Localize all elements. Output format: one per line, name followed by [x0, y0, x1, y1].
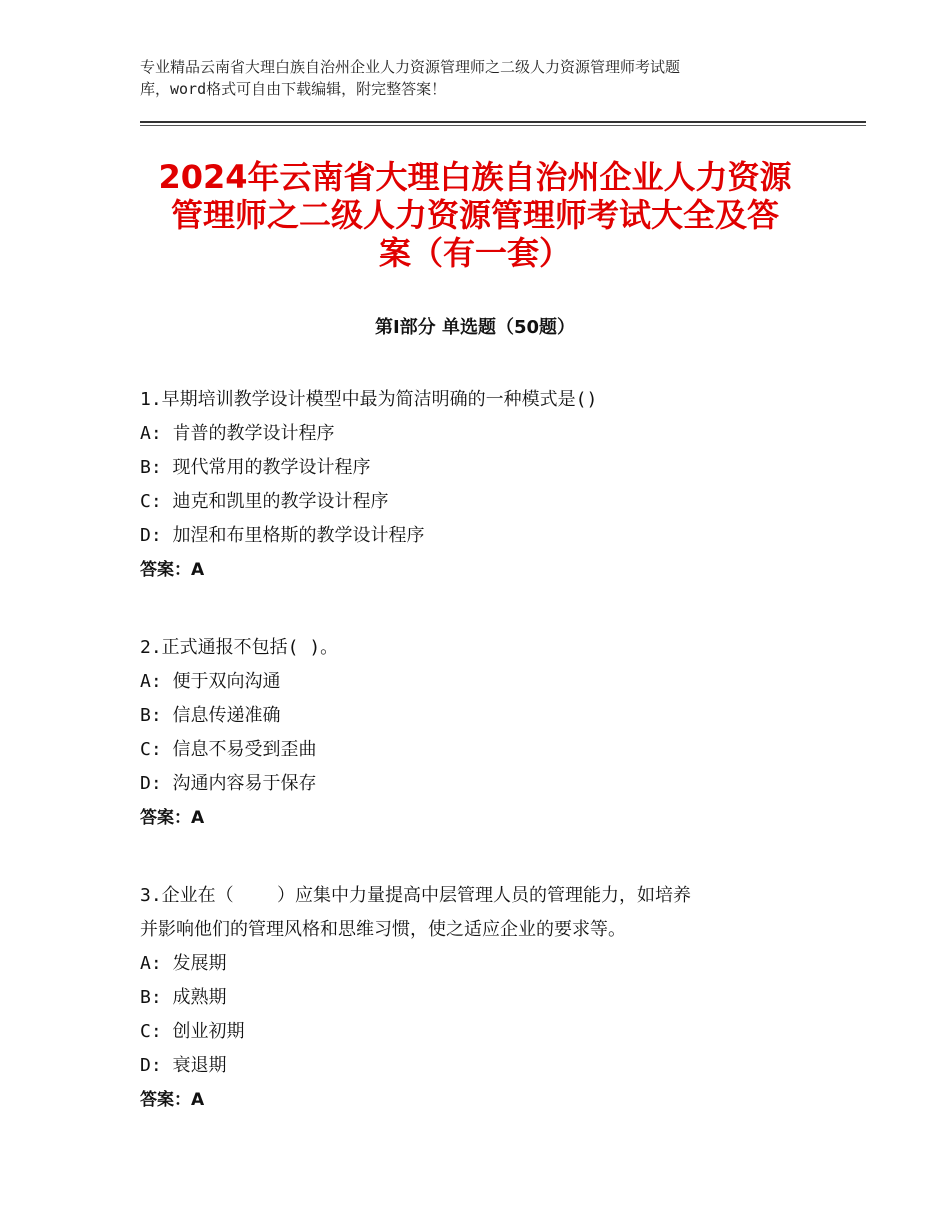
- option-b: B: 信息传递准确: [140, 705, 281, 726]
- option-a: A: 肯普的教学设计程序: [140, 423, 335, 444]
- document-title: [120, 158, 830, 272]
- question-1: [140, 383, 840, 587]
- answer-line: 答案：A: [140, 1090, 205, 1110]
- option-d: D: 沟通内容易于保存: [140, 773, 317, 794]
- option-a: A: 便于双向沟通: [140, 671, 281, 692]
- header-note-line-2: 库，word格式可自由下载编辑，附完整答案！: [140, 80, 447, 98]
- document-title-line-1: 2024年云南省大理白族自治州企业人力资源: [158, 158, 792, 196]
- answer-line: 答案：A: [140, 808, 205, 828]
- question-stem-line-2: 并影响他们的管理风格和思维习惯，使之适应企业的要求等。: [140, 919, 626, 940]
- option-d: D: 衰退期: [140, 1055, 227, 1076]
- option-c: C: 信息不易受到歪曲: [140, 739, 317, 760]
- header-note: [140, 56, 840, 100]
- header-note-line-1: 专业精品云南省大理白族自治州企业人力资源管理师之二级人力资源管理师考试题: [140, 58, 681, 76]
- option-d: D: 加涅和布里格斯的教学设计程序: [140, 525, 425, 546]
- question-2: [140, 631, 840, 835]
- option-b: B: 现代常用的教学设计程序: [140, 457, 371, 478]
- answer-line: 答案：A: [140, 560, 205, 580]
- question-stem: 2.正式通报不包括( )。: [140, 637, 339, 658]
- option-c: C: 迪克和凯里的教学设计程序: [140, 491, 389, 512]
- question-stem-line-1: 3.企业在（ ）应集中力量提高中层管理人员的管理能力，如培养: [140, 885, 692, 906]
- question-stem: 1.早期培训教学设计模型中最为简洁明确的一种模式是(): [140, 389, 598, 410]
- section-heading: 第Ⅰ部分 单选题（50题）: [374, 317, 575, 338]
- option-b: B: 成熟期: [140, 987, 227, 1008]
- question-list: [140, 383, 840, 1161]
- option-a: A: 发展期: [140, 953, 227, 974]
- document-title-line-2: 管理师之二级人力资源管理师考试大全及答: [170, 196, 779, 234]
- document-title-line-3: 案（有一套）: [378, 234, 571, 272]
- question-3: [140, 879, 840, 1117]
- header-divider-thick: [140, 121, 866, 123]
- header-divider-thin: [140, 125, 866, 126]
- option-c: C: 创业初期: [140, 1021, 245, 1042]
